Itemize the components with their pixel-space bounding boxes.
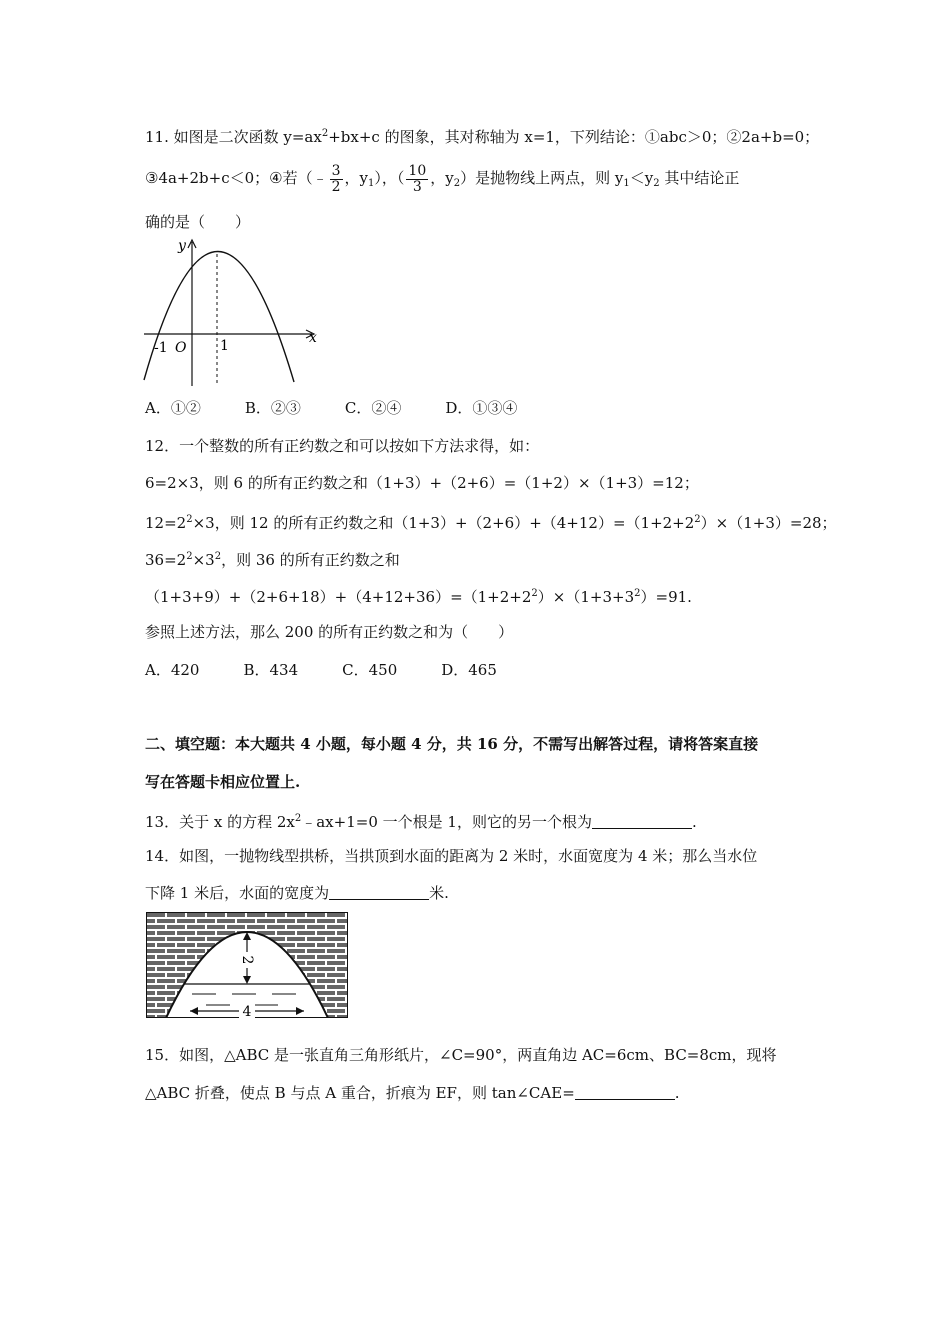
q14-line1: 14．如图，一抛物线型拱桥，当拱顶到水面的距离为 2 米时，水面宽度为 4 米；那么当水位 xyxy=(145,847,758,865)
q11-line3: 确的是（ ） xyxy=(145,213,251,231)
frac-den: 3 xyxy=(412,178,422,195)
section2-heading-line2: 写在答题卡相应位置上. xyxy=(145,773,301,791)
height-label: 2 xyxy=(239,955,255,965)
q12-sup: 2 xyxy=(694,514,701,525)
q13-line xyxy=(145,809,697,832)
q11-text: ）是抛物线上两点，则 y xyxy=(460,169,624,187)
q11-text: ），（ xyxy=(374,169,405,187)
q11-parabola-graph xyxy=(142,236,322,388)
parabola-curve xyxy=(144,251,294,382)
q12-text: ，则 36 的所有正约数之和 xyxy=(221,551,400,569)
q13-text: ﹣ax+1=0 一个根是 1，则它的另一个根为 xyxy=(301,813,592,831)
q11-line1 xyxy=(145,124,819,147)
q12-options xyxy=(145,660,541,680)
q14-text: 米. xyxy=(429,884,449,902)
answer-blank[interactable] xyxy=(575,1083,675,1100)
label-one: 1 xyxy=(220,338,229,354)
q12-line6: 参照上述方法，那么 200 的所有正约数之和为（ ） xyxy=(145,623,514,641)
option-b: B．434 xyxy=(243,661,299,679)
q15-text: . xyxy=(674,1084,680,1102)
option-c: C．②④ xyxy=(344,399,402,417)
option-d: D．①③④ xyxy=(445,399,518,417)
q11-options xyxy=(145,398,561,418)
section2-heading-line1: 二、填空题：本大题共 4 小题，每小题 4 分，共 16 分，不需写出解答过程，请将答案直接 xyxy=(145,735,759,753)
width-label: 4 xyxy=(242,1004,252,1018)
axis-y-label: y xyxy=(178,238,186,254)
q12-line3 xyxy=(145,510,837,533)
q12-text: ）×（1+3+3 xyxy=(537,588,635,606)
q11-sub: 2 xyxy=(653,178,660,189)
q15-line1: 15．如图，△ABC 是一张直角三角形纸片，∠C=90°，两直角边 AC=6cm、BC=8cm，现将 xyxy=(145,1046,777,1064)
q12-line4 xyxy=(145,547,400,570)
q11-sub: 2 xyxy=(453,178,461,189)
option-b: B．②③ xyxy=(244,399,301,417)
q11-text: ，y xyxy=(430,169,454,187)
label-origin: O xyxy=(175,340,187,356)
fraction-10-3 xyxy=(406,164,428,195)
q11-text: 11. 如图是二次函数 y=ax xyxy=(145,128,322,146)
q15-line2 xyxy=(145,1083,680,1103)
q12-line5 xyxy=(145,584,692,607)
q11-text: 其中结论正 xyxy=(659,169,740,187)
q11-text: ，y xyxy=(344,169,369,187)
q14-arch-bridge-figure xyxy=(146,912,348,1018)
q12-text: ）×（1+3）=28； xyxy=(700,514,837,532)
q12-sup: 2 xyxy=(186,514,193,525)
axis-x-label: x xyxy=(309,330,317,346)
q15-text: △ABC 折叠，使点 B 与点 A 重合，折痕为 EF，则 tan∠CAE= xyxy=(145,1084,575,1102)
q11-sub: 1 xyxy=(368,178,375,189)
q12-sup: 2 xyxy=(634,588,641,599)
q12-text: （1+3+9）+（2+6+18）+（4+12+36）=（1+2+2 xyxy=(145,588,532,606)
q14-text: 下降 1 米后，水面的宽度为 xyxy=(145,884,330,902)
frac-num: 3 xyxy=(331,162,341,179)
q12-line1: 12．一个整数的所有正约数之和可以按如下方法求得，如： xyxy=(145,437,540,455)
q11-text: +bx+c 的图象，其对称轴为 x=1，下列结论：①abc＞0；②2a+b=0； xyxy=(328,128,820,146)
q13-sup: 2 xyxy=(294,813,302,824)
q13-text: 13．关于 x 的方程 2x xyxy=(145,813,295,831)
answer-blank[interactable] xyxy=(592,812,692,829)
q12-text: ×3，则 12 的所有正约数之和（1+3）+（2+6）+（4+12）=（1+2+2 xyxy=(192,514,695,532)
fraction-neg-3-2 xyxy=(330,164,343,195)
q11-text: ＜y xyxy=(629,169,654,187)
option-c: C．450 xyxy=(342,661,398,679)
q13-text: . xyxy=(691,813,697,831)
frac-den: 2 xyxy=(331,178,341,195)
q11-sup: 2 xyxy=(321,128,329,139)
q12-sup: 2 xyxy=(214,551,222,562)
q11-sub: 1 xyxy=(623,178,630,189)
q11-line2 xyxy=(145,160,739,202)
q12-line2: 6=2×3，则 6 的所有正约数之和（1+3）+（2+6）=（1+2）×（1+3）=12； xyxy=(145,474,699,492)
q12-text: 12=2 xyxy=(145,514,187,532)
option-a: A．420 xyxy=(145,661,200,679)
q12-text: ）=91. xyxy=(640,588,692,606)
option-d: D．465 xyxy=(441,661,497,679)
q12-sup: 2 xyxy=(531,588,538,599)
q11-text: ③4a+2b+c＜0；④若（﹣ xyxy=(145,169,328,187)
answer-blank[interactable] xyxy=(329,883,429,900)
q12-text: 36=2 xyxy=(145,551,187,569)
option-a: A．①② xyxy=(145,399,201,417)
label-minus-one: -1 xyxy=(154,340,168,356)
frac-num: 10 xyxy=(408,162,427,179)
q14-line2 xyxy=(145,883,449,903)
q12-sup: 2 xyxy=(186,551,193,562)
q12-text: ×3 xyxy=(192,551,215,569)
